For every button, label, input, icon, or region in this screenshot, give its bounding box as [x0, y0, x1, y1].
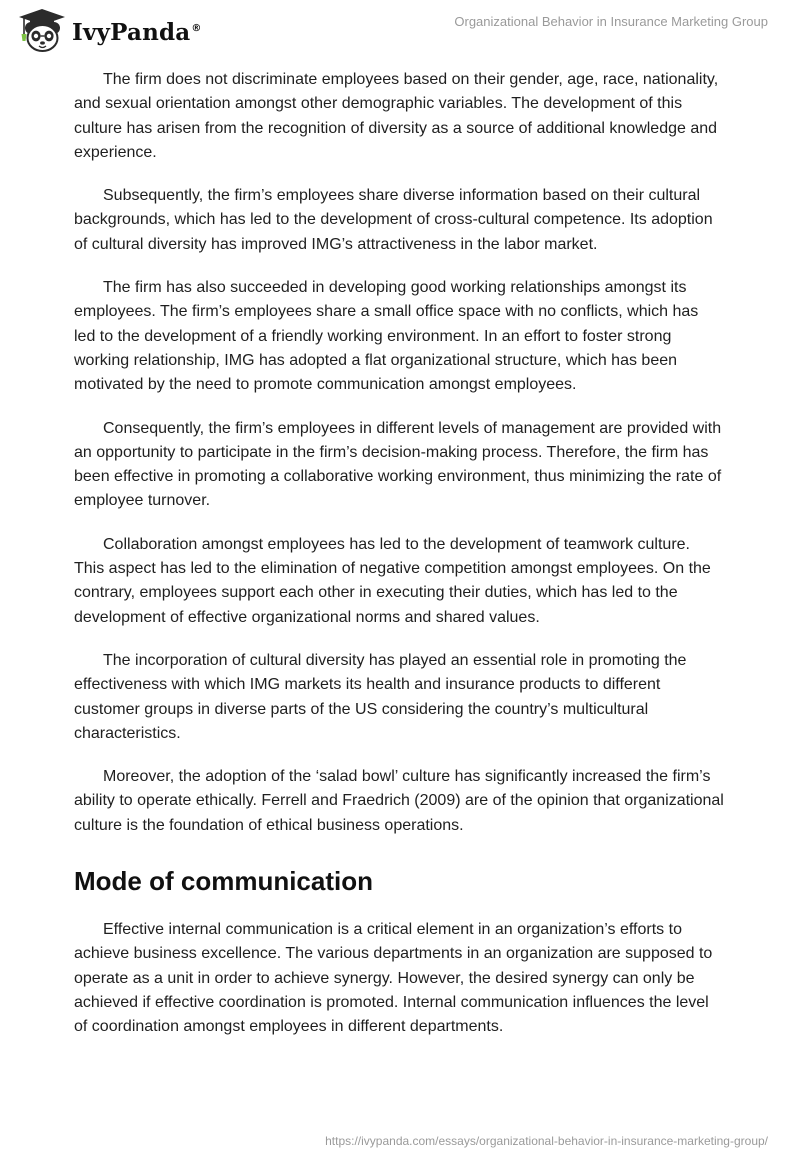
- page-header: [0, 0, 800, 60]
- paragraph: Effective internal communication is a critical element in an organization’s efforts to achieve business excellence. The various departments in an organization are supposed to operate as a unit in order to achieve synergy. However, the desired synergy can only be achieved if effective coordination is promoted. Internal communication influences the level of coordination amongst employees in different departments.: [74, 921, 713, 1036]
- paragraph: The firm does not discriminate employees based on their gender, age, race, nationality, and sexual orientation amongst other demographic variables. The development of this culture has arisen from the recognition of diversity as a source of additional knowledge and experience.: [74, 71, 719, 161]
- section-heading: Mode of communication: [74, 866, 373, 897]
- paragraph: The incorporation of cultural diversity has played an essential role in promoting the effectiveness with which IMG markets its health and insurance products to different customer groups in diverse parts of the US considering the country’s multicultural characteristics.: [74, 651, 687, 742]
- ivypanda-logo[interactable]: [16, 8, 202, 54]
- paragraph: Collaboration amongst employees has led to the development of teamwork culture. This aspect has led to the elimination of negative competition amongst employees. On the contrary, employees support each other in executing their duties, which has led to the development of effective organizational norms and shared values.: [74, 535, 711, 626]
- logo-wordmark: IvyPanda®: [72, 18, 202, 46]
- paragraph: Moreover, the adoption of the ‘salad bowl’ culture has significantly increased the firm’s ability to operate ethically. Ferrell and Fraedrich (2009) are of the opinion that organizational culture is the foundation of ethical business operations.: [74, 768, 724, 834]
- paragraph: Subsequently, the firm’s employees share diverse information based on their cultural backgrounds, which has led to the development of cross-cultural competence. Its adoption of cultural diversity has improved IMG’s attractiveness in the labor market.: [74, 187, 713, 253]
- paragraph: Consequently, the firm’s employees in different levels of management are provided with an opportunity to participate in the firm’s decision-making process. Therefore, the firm has been effective in promoting a collaborative working environment, thus minimizing the rate of employee turnover.: [74, 419, 722, 510]
- paragraph: The firm has also succeeded in developing good working relationships amongst its employees. The firm’s employees share a small office space with no conflicts, which has led to the development of a friendly working environment. In an effort to foster strong working relationship, IMG has adopted a flat organizational structure, which has been motivated by the need to promote communication amongst employees.: [74, 279, 699, 394]
- source-url[interactable]: https://ivypanda.com/essays/organizational-behavior-in-insurance-marketing-group/: [325, 1134, 768, 1148]
- essay-body: [74, 68, 724, 1059]
- panda-graduate-icon: [16, 8, 68, 54]
- document-title: Organizational Behavior in Insurance Marketing Group: [454, 14, 768, 29]
- registered-mark: ®: [191, 22, 202, 34]
